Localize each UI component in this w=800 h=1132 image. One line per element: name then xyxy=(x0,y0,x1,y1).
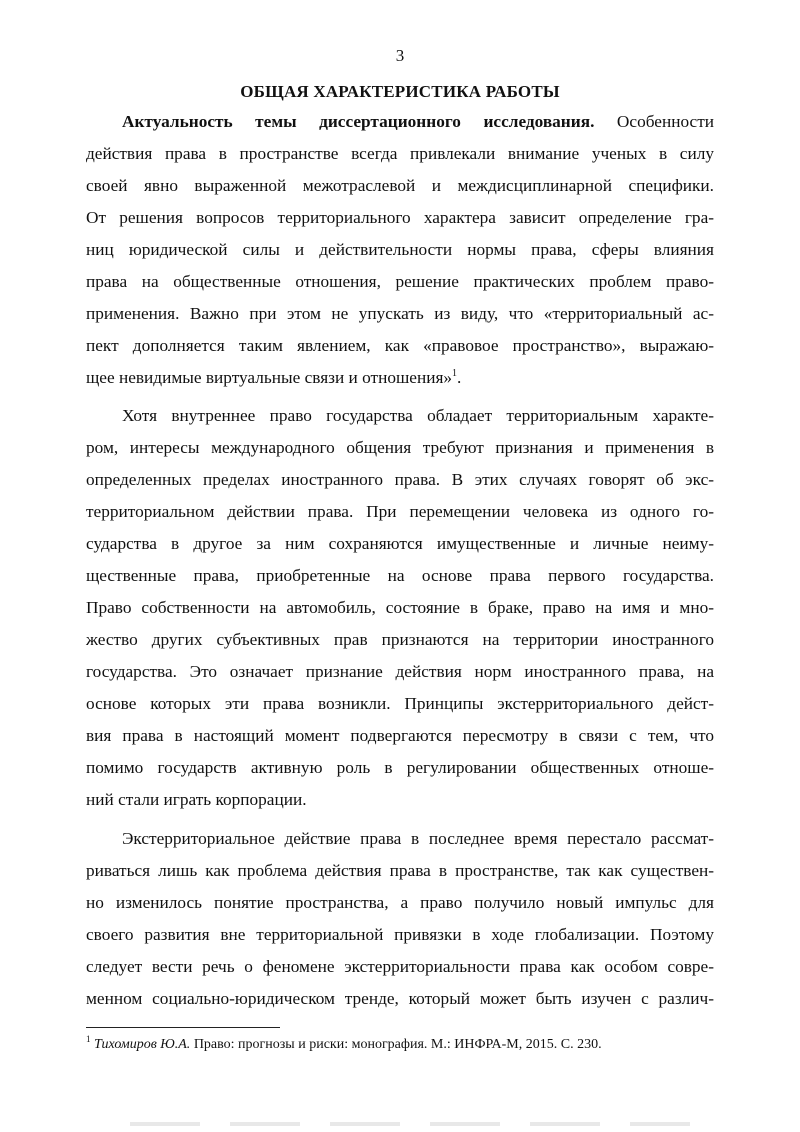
footnote-number: 1 xyxy=(86,1034,91,1044)
footnote xyxy=(86,1034,602,1053)
text-line: менном социально-юридическом тренде, который может быть изучен с различ- xyxy=(86,989,714,1008)
text-line: От решения вопросов территориального характера зависит определение гра- xyxy=(86,208,714,227)
lead-heading: Актуальность темы диссертационного исследования. xyxy=(122,112,595,131)
text-line: пект дополняется таким явлением, как «правовое пространство», выражаю- xyxy=(86,336,714,355)
text-line: применения. Важно при этом не упускать из виду, что «территориальный ас- xyxy=(86,304,714,323)
text-line: ний стали играть корпорации. xyxy=(86,790,307,809)
page-number: 3 xyxy=(395,46,405,65)
text-line: но изменилось понятие пространства, а право получило новый импульс для xyxy=(86,893,714,912)
text-line: вия права в настоящий момент подвергаются пересмотру в связи с тем, что xyxy=(86,726,714,745)
text-line: права на общественные отношения, решение практических проблем право- xyxy=(86,272,714,291)
footnote-divider xyxy=(86,1027,280,1028)
text-line: основе которых эти права возникли. Принципы экстерриториального дейст- xyxy=(86,694,714,713)
text-line: жество других субъективных прав признаются на территории иностранного xyxy=(86,630,714,649)
text-line: территориальном действии права. При перемещении человека из одного го- xyxy=(86,502,714,521)
scan-edge-artifact xyxy=(130,1122,690,1126)
text-line: Право собственности на автомобиль, состояние в браке, право на имя и мно- xyxy=(86,598,714,617)
text-line: щее невидимые виртуальные связи и отношения»$^1$. xyxy=(86,368,462,387)
text-line: ниц юридической силы и действительности нормы права, сферы влияния xyxy=(86,240,714,259)
text-line: сударства в другое за ним сохраняются имущественные и личные неиму- xyxy=(86,534,714,553)
section-heading: ОБЩАЯ ХАРАКТЕРИСТИКА РАБОТЫ xyxy=(240,82,560,101)
text-line: своей явно выраженной межотраслевой и междисциплинарной специфики. xyxy=(86,176,714,195)
text-line: определенных пределах иностранного права. В этих случаях говорят об экс- xyxy=(86,470,714,489)
text-line: государства. Это означает признание действия норм иностранного права, на xyxy=(86,662,714,681)
footnote-marker[interactable]: 1 xyxy=(452,368,458,379)
text-line: Актуальность темы диссертационного исследования. Особенности xyxy=(122,112,714,131)
text-line: действия права в пространстве всегда привлекали внимание ученых в силу xyxy=(86,144,714,163)
text-line: Хотя внутреннее право государства обладает территориальным характе- xyxy=(122,406,714,425)
text-line: своего развития вне территориальной привязки в ходе глобализации. Поэтому xyxy=(86,925,714,944)
text-line: ром, интересы международного общения требуют признания и применения в xyxy=(86,438,714,457)
text-line: Экстерриториальное действие права в последнее время перестало рассмат- xyxy=(122,829,714,848)
text-line: следует вести речь о феномене экстерриториальности права как особом совре- xyxy=(86,957,714,976)
footnote-text: Право: прогнозы и риски: монография. М.: ИНФРА-М, 2015. С. 230. xyxy=(190,1037,602,1052)
text-line: щественные права, приобретенные на основе права первого государства. xyxy=(86,566,714,585)
text-line: риваться лишь как проблема действия права в пространстве, так как существен- xyxy=(86,861,714,880)
text-line: помимо государств активную роль в регулировании общественных отноше- xyxy=(86,758,714,777)
footnote-author: Тихомиров Ю.А. xyxy=(94,1037,191,1052)
